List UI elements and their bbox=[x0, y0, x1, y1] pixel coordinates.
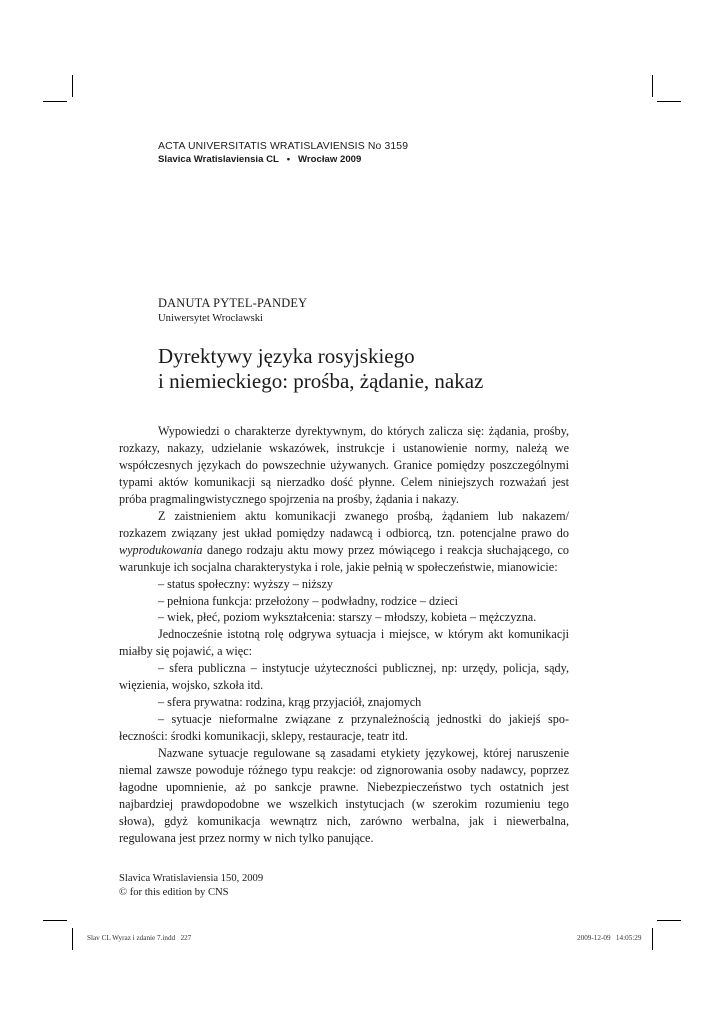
series-volume: Slavica Wratislaviensia CL • Wrocław 2009 bbox=[158, 154, 362, 165]
crop-mark bbox=[652, 928, 653, 950]
list-item: – pełniona funkcja: przełożony – podwładny, rodzice – dzieci bbox=[158, 593, 459, 608]
crop-mark bbox=[43, 101, 67, 102]
emphasis: wyprodukowania bbox=[119, 542, 203, 557]
paragraph: Nazwane sytuacje regulowane są zasadami etykiety językowej, której naruszenie niemal zawsze powoduje różnego typu reakcje: od zignorowania osoby nadawcy, poprzez łagodne upomnienie, aż po sankcje prawne. Niebezpieczeństwo tych ostatnich jest najbardziej prawdopodobne we wszelkich instytucjach (w szerokim rozumieniu tego słowa), gdyż komunikacja wewnątrz nich, zarówno werbalna, jak i niewerbalna, regulowana jest przez normy w nich tylko panujące. bbox=[119, 746, 569, 845]
footer-citation: Slavica Wratislaviensia 150, 2009 bbox=[119, 873, 264, 884]
print-slug-datetime: 2009-12-09 14:05:29 bbox=[577, 934, 642, 942]
list-item: – sfera prywatna: rodzina, krąg przyjaciół, znajomych bbox=[158, 695, 422, 710]
print-slug-file: Slav CL Wyraz i zdanie 7.indd 227 bbox=[87, 934, 192, 942]
paragraph: Wypowiedzi o charakterze dyrektywnym, do których zalicza się: żądania, prośby, rozkazy, nakazy, udzielanie wskazówek, instrukcje i ustanowienie normy, należą we współczesnych językach do powszechnie używanych. Granice pomiędzy poszczególnymi typami aktów komunikacji są nierzadko dość płynne. Celem niniejszych rozważań jest próba pragmalingwistycznego spojrzenia na prośby, żądania i nakazy. bbox=[119, 424, 569, 506]
paragraph: Jednocześnie istotną rolę odgrywa sytuacja i miejsce, w którym akt komunikacji miałby się pojawić, a więc: bbox=[119, 627, 569, 659]
title-line: i niemieckiego: prośba, żądanie, nakaz bbox=[158, 369, 484, 393]
series-header bbox=[158, 140, 408, 166]
series-name: ACTA UNIVERSITATIS WRATISLAVIENSIS No 3159 bbox=[158, 141, 409, 152]
crop-mark bbox=[43, 920, 67, 921]
list-item: – status społeczny: wyższy – niższy bbox=[158, 576, 333, 591]
page-footer bbox=[119, 872, 263, 899]
footer-copyright: © for this edition by CNS bbox=[119, 886, 229, 898]
title-line: Dyrektywy języka rosyjskiego bbox=[158, 344, 415, 368]
article-title bbox=[158, 344, 483, 394]
list-item: – sfera publiczna – instytucje użyteczności publicznej, np: urzędy, policja, sądy, więzienia, wojsko, szkoła itd. bbox=[119, 661, 569, 693]
author-name: DANUTA PYTEL-PANDEY bbox=[158, 296, 308, 310]
list-item: – wiek, płeć, poziom wykształcenia: starszy – młodszy, kobieta – mężczyzna. bbox=[158, 610, 537, 625]
crop-mark bbox=[657, 101, 681, 102]
article-body bbox=[119, 423, 569, 847]
paragraph: Z zaistnieniem aktu komunikacji zwanego prośbą, żądaniem lub nakazem/ rozkazem związany jest układ pomiędzy nadawcą i odbiorcą, tzn. potencjalne prawo do wyprodukowania danego rodzaju aktu mowy przez mówiącego i reakcja słuchającego, co warunkuje ich socjalna charakterystyka i role, jakie pełnią w społeczeństwie, mianowicie: bbox=[119, 508, 569, 574]
crop-mark bbox=[72, 928, 73, 950]
crop-mark bbox=[72, 75, 73, 97]
list-item: – sytuacje nieformalne związane z przynależnością jednostki do jakiejś społeczności: środki komunikacji, sklepy, restauracje, teatr itd. bbox=[119, 712, 569, 744]
author-affiliation: Uniwersytet Wrocławski bbox=[158, 313, 263, 324]
crop-mark bbox=[652, 75, 653, 97]
crop-mark bbox=[657, 920, 681, 921]
